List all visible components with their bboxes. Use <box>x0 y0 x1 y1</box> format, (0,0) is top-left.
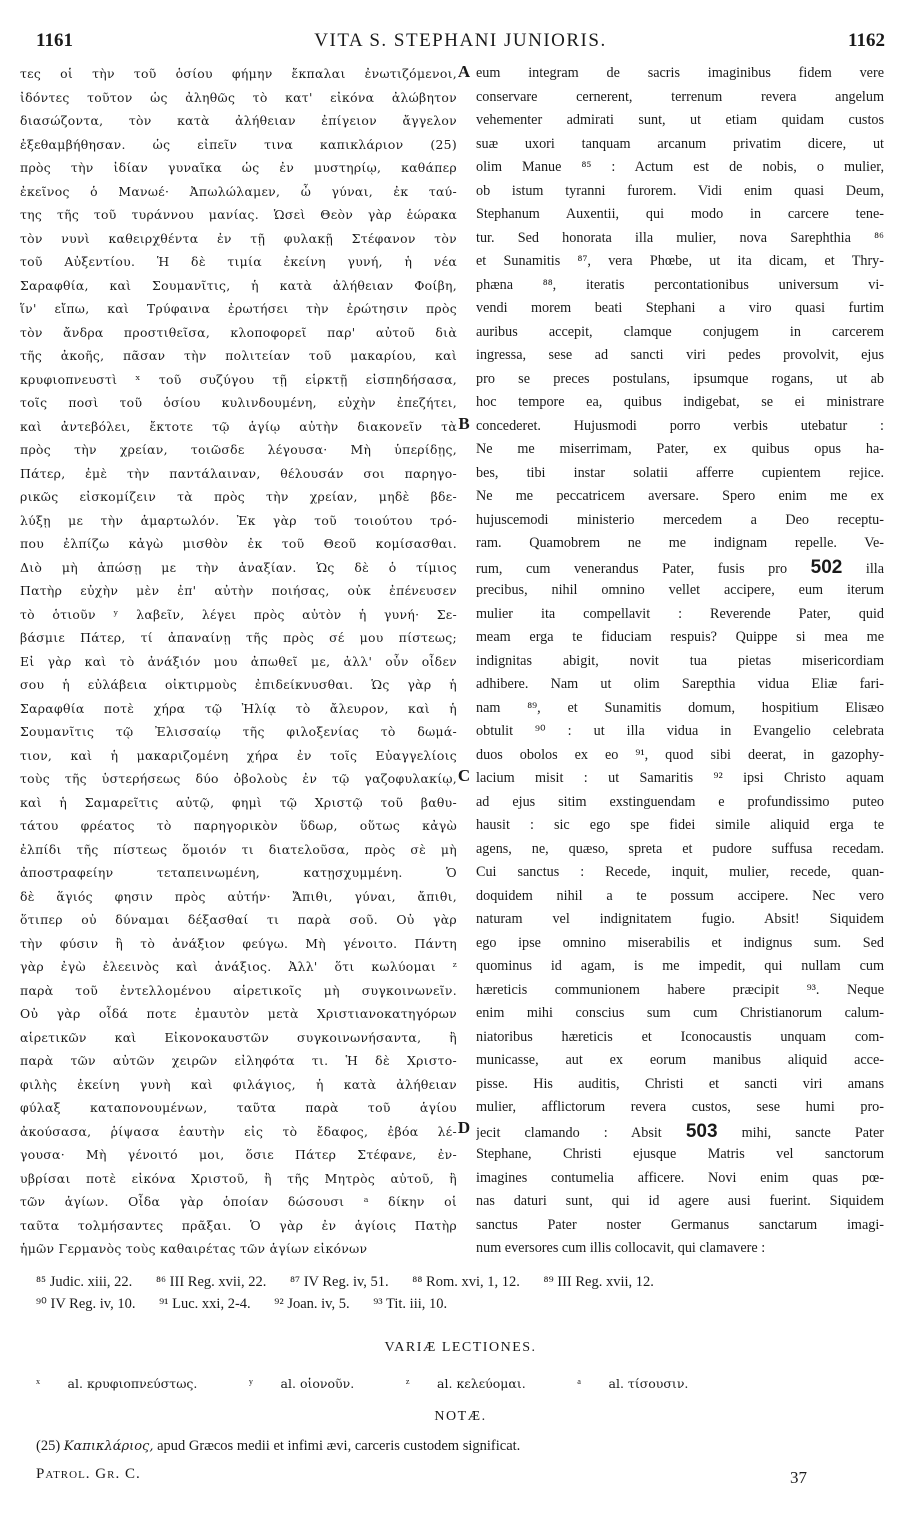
greek-line: παρὰ τῶν αὐτῶν χειρῶν εἰληφότα τι. Ἡ δὲ Χριστο- <box>20 1053 457 1068</box>
latin-line: Cui sanctus : Recede, inquit, mulier, recede, quan- <box>476 864 884 880</box>
latin-line: jecit clamando : Absit 503 mihi, sancte Pater <box>476 1120 884 1142</box>
latin-line: Stephane, Christi ejusque Matris vel sanctorum <box>476 1146 884 1162</box>
page-number-left: 1161 <box>36 30 73 51</box>
greek-line: Πατὴρ εὐχὴν μὲν ἐπ' αὐτὴν ποιήσας, οὐκ ἐπένευσεν <box>20 583 457 598</box>
latin-line: obtulit ⁹⁰ : ut illa vidua in Evangelio celebrata <box>476 723 884 739</box>
greek-line: ὅτιπερ οὐ δύναμαι δέξασθαί τι παρὰ σοῦ. Οὐ γὰρ <box>20 912 457 927</box>
latin-line: agens, ne, quæso, spreta et pudore suffusa recedam. <box>476 840 884 857</box>
latin-line: suæ uxori tanquam arcanum privatim dicere, ut <box>476 135 884 152</box>
latin-line: indignitas abigit, novit tua pietas misericordiam <box>476 652 884 669</box>
footnote: ⁸⁷ IV Reg. iv, 51. <box>289 1274 389 1290</box>
greek-line: τοὺς τῆς ὑστερήσεως δύο ὀβολοὺς ἐν τῷ γαζοφυλακίῳ, <box>20 771 457 786</box>
nota-25 <box>36 1438 896 1455</box>
latin-line: hujuscemodi ministerio mercedem a Deo receptu- <box>476 511 884 528</box>
greek-line: Διὸ μὴ ἀπώσῃ με τὴν ἀναξίαν. Ὡς δὲ ὁ τίμιος <box>20 559 457 575</box>
latin-line: municasse, aut ex eorum manibus aliquid acce- <box>476 1052 884 1068</box>
latin-line: hæreticis communionem habere præcipit ⁹³. Neque <box>476 981 884 998</box>
footnote: ⁸⁸ Rom. xvi, 1, 12. <box>412 1274 520 1290</box>
column-number: 502 <box>810 556 843 578</box>
greek-line: υβρίσαι ποτὲ εἰκόνα Χριστοῦ, ἢ τῆς Μητρὸς αὐτοῦ, ἢ <box>20 1170 457 1186</box>
footnote: ⁸⁵ Judic. xiii, 22. <box>36 1274 133 1290</box>
latin-line: eum integram de sacris imaginibus fidem vere <box>476 65 884 81</box>
running-title: VITA S. STEPHANI JUNIORIS. <box>314 30 607 51</box>
latin-line: Ne me miserrimam, Pater, ex quibus opus ha- <box>476 441 884 457</box>
latin-line: precibus, nihil omnino vellet accipere, eum iterum <box>476 582 884 598</box>
latin-line: sanctus Pater noster Germanus sanctarum imagi- <box>476 1216 884 1233</box>
latin-line: ingressa, sese ad sancti viri pedes provolvit, ejus <box>476 347 884 363</box>
latin-line: enim mihi conscius sum cum Christianorum calum- <box>476 1005 884 1021</box>
latin-line: mulier ita compellavit : Reverende Pater, quid <box>476 605 884 622</box>
greek-line: γουσα· Μὴ γένοιτό μοι, ὅσιε Πάτερ Στέφανε, ἐν- <box>20 1147 457 1162</box>
footnote: ⁹⁰ IV Reg. iv, 10. <box>36 1296 136 1312</box>
greek-line: τὸ ὁτιοῦν ʸ λαβεῖν, λέγει πρὸς αὐτὸν ἡ γυνή· Σε- <box>20 606 457 622</box>
greek-line: ἐλπίδι τῆς πίστεως ὅμοιόν τι διατελοῦσα, πρὸς σὲ μὴ <box>20 841 457 857</box>
greek-line: τὴν φύσιν ἢ τὸ ἀνάξιον φεύγω. Μὴ γένοιτο. Πάντη <box>20 935 457 951</box>
variae-lectiones-heading: VARIÆ LECTIONES. <box>384 1340 537 1355</box>
column-number: 503 <box>685 1120 718 1142</box>
greek-line: πρὸς τὴν χρείαν, τοιῶσδε λέγουσα· Μὴ ὑπερίδῃς, <box>20 442 457 457</box>
latin-line: doquidem nihil a te possum accipere. Nec vero <box>476 887 884 904</box>
latin-line: ram. Quamobrem ne me indignam repelle. Ve- <box>476 535 884 551</box>
latin-line: adhibere. Nam ut olim Sarepthia vidua Eliæ fari- <box>476 676 884 692</box>
latin-line: Stephanum Auxentii, qui modo in carcere tene- <box>476 206 884 222</box>
footnote: ⁸⁶ III Reg. xvii, 22. <box>155 1274 267 1290</box>
latin-line: concederet. Hujusmodi porro verbis utebatur : <box>476 417 884 434</box>
greek-line: ἀποστραφείην τεταπεινωμένη, κατῃσχυμμένη. Ὁ <box>20 865 457 880</box>
greek-line: παρὰ τοῦ ἐντελλομένου αἱρετικοῖς μὴ συγκοινωνεῖν. <box>20 982 457 998</box>
variant-reading: ʸ al. οἱονοῦν. <box>248 1376 355 1392</box>
latin-line: naturam vel indignitatem fugio. Absit! Siquidem <box>476 911 884 927</box>
greek-line: ἰδόντες τοῦτον ὡς ἀληθῶς τὸ κατ' εἰκόνα ἀλώβητον <box>20 89 457 105</box>
greek-line: λύξῃ με τὴν ἁμαρτωλόν. Ἐκ γὰρ τοῦ τοιούτου τρό- <box>20 512 457 528</box>
latin-line: niatoribus hæreticis et Iconocaustis unquam com- <box>476 1028 884 1045</box>
latin-line: ego ipse omnino miserabilis et indignus sum. Sed <box>476 934 884 951</box>
variant-reading: ᵃ al. τίσουσιν. <box>577 1376 689 1392</box>
variae-lectiones <box>36 1376 896 1393</box>
nota-number: (25) <box>36 1438 61 1454</box>
greek-line: Πάτερ, ἐμὲ τὴν παντάλαιναν, θέλουσάν σοι παρηγο- <box>20 465 457 481</box>
greek-line: τῶν ἁγίων. Οἶδα γὰρ ὁποίαν δώσουσι ᵃ δίκην οἱ <box>20 1194 457 1209</box>
latin-line: ad ejus sitim exstinguendam e profundissimo puteo <box>476 793 884 810</box>
latin-line: pisse. His auditis, Christi et sancti viri amans <box>476 1075 884 1092</box>
greek-line: τὸν ἄνδρα προστιθεῖσα, κλοποφορεῖ παρ' αὐτοῦ διὰ <box>20 324 457 340</box>
footnote: ⁹² Joan. iv, 5. <box>274 1296 350 1312</box>
greek-line: φιλὴς ἐκείνη γυνὴ καὶ φιλάγιος, ἡ κατὰ ἀλήθειαν <box>20 1076 457 1092</box>
greek-line: της τῆς τοῦ τυράννου μανίας. Ὡσεὶ Θεὸν γὰρ ἑώρακα <box>20 207 457 222</box>
greek-line: τοῦ Αὐξεντίου. Ἡ δὲ τιμία ἐκείνη γυνή, ἡ νέα <box>20 254 457 269</box>
notae-heading: NOTÆ. <box>434 1409 487 1424</box>
greek-line: διασώζοντα, τὸν κατὰ ἀλήθειαν ἐπίγειον ἄγγελον <box>20 113 457 128</box>
latin-column <box>476 62 884 1261</box>
greek-line: τοῖς ποσὶ τοῦ ὁσίου κυλινδουμένη, εὐχὴν ἐπεζήτει, <box>20 395 457 410</box>
footer-signature: 37 <box>790 1468 807 1487</box>
latin-line: olim Manue ⁸⁵ : Actum est de nobis, o mulier, <box>476 159 884 175</box>
greek-line: τὸν νυνὶ καθειρχθέντα ἐν τῇ φυλακῇ Στέφανον τὸν <box>20 230 457 246</box>
latin-line: hausit : sic ego spe fidei simile aliquid erga te <box>476 817 884 833</box>
footnote: ⁹³ Tit. iii, 10. <box>373 1296 448 1312</box>
latin-line: quominus id agam, is me impedit, qui nullam cum <box>476 958 884 974</box>
latin-line: meam erga te fiduciam respuis? Quippe si mea me <box>476 629 884 645</box>
latin-line: tur. Sed honorata illa mulier, nova Sarephthia ⁸⁶ <box>476 229 884 246</box>
latin-line: num eversores cum illis collocavit, qui clamavere : <box>476 1240 766 1256</box>
latin-line: nam ⁸⁹, et Sunamitis domum, hospitium Elisæo <box>476 699 884 716</box>
greek-line: Σουμανῖτις τῷ Ἐλισσαίῳ τῆς φιλοξενίας τὸ δωμά- <box>20 724 457 739</box>
greek-line: τάτου φρέατος τὸ παρηγορικὸν ὕδωρ, οὕτως κἀγὼ <box>20 818 457 833</box>
latin-line: lacium misit : ut Samaritis ⁹² ipsi Christo aquam <box>476 770 884 786</box>
latin-line: ob istum tyranni furorem. Vidi enim quasi Deum, <box>476 182 884 199</box>
greek-line: ρικῶς εἰσκομίζειν τὰ πρὸς τὴν χρείαν, μηδὲ βδε- <box>20 489 457 504</box>
greek-line: τιον, καὶ ἡ μακαριζομένη χήρα ἐν τοῖς Εὐαγγελίοις <box>20 747 457 763</box>
latin-line: vehementer admirati sunt, ut etiam quidam custos <box>476 112 884 128</box>
margin-letter-d: D <box>457 1118 471 1137</box>
latin-line: et Sunamitis ⁸⁷, vera Phœbe, ut ita dicam, et Thry- <box>476 253 884 269</box>
latin-line: auribus accepit, clamque conjugem in carcerem <box>476 323 884 340</box>
greek-line: ταῦτα τολμήσαντες πρᾶξαι. Ὁ γὰρ ἐν ἁγίοις Πατὴρ <box>20 1217 457 1233</box>
page-number-right: 1162 <box>848 30 885 51</box>
greek-line: αἱρετικῶν καὶ Εἰκονοκαυστῶν συγκοινωνήσαντα, ἢ <box>20 1029 457 1045</box>
greek-line: πρὸς τὴν ἰδίαν γυναῖκα ὡς ἐν μυστηρίῳ, καθάπερ <box>20 160 457 175</box>
greek-line: γὰρ ἐγὼ ἐλεεινὸς καὶ ἀνάξιος. Ἀλλ' ὅτι κωλύομαι ᶻ <box>20 959 457 974</box>
variant-reading: ˣ al. κρυφιοπνεύστως. <box>36 1376 198 1392</box>
latin-line: hoc tempore ea, quibus indigebat, se ei ministrare <box>476 394 884 410</box>
greek-line: ἐκεῖνος ὁ Μανωέ· Ἀπωλώλαμεν, ὦ γύναι, ἐκ ταύ- <box>20 183 457 199</box>
running-head <box>36 30 885 54</box>
greek-column <box>20 62 457 1261</box>
greek-line: καὶ ἡ Σαμαρεῖτις αὐτῷ, φημὶ τῷ Χριστῷ τοῦ βαθυ- <box>20 794 457 810</box>
latin-line: imagines contumelia afficere. Novi enim quas pœ- <box>476 1169 884 1186</box>
nota-term: Καπικλάριος, <box>63 1439 154 1454</box>
margin-letter-a: A <box>457 62 471 81</box>
footnote: ⁹¹ Luc. xxi, 2-4. <box>159 1296 251 1312</box>
margin-letter-c: C <box>457 766 471 785</box>
greek-line: κρυφιοπνευστὶ ˣ τοῦ συζύγου τῇ εἱρκτῇ εἰσπηδήσασα, <box>20 371 457 387</box>
greek-line: Οὐ γὰρ οἶδά ποτε ἐμαυτὸν μετὰ Χριστιανοκατηγόρων <box>20 1006 457 1021</box>
latin-line: phæna ⁸⁸, iteratis percontationibus universum vi- <box>476 276 884 293</box>
greek-line: Εἰ γὰρ καὶ τὸ ἀνάξιόν μου ἀπωθεῖ με, ἀλλ' οὖν οἶδεν <box>20 653 457 669</box>
latin-line: vendi morem beati Stephani a viro quasi furtim <box>476 300 884 316</box>
margin-letter-b: B <box>458 414 470 433</box>
footnotes-row-1 <box>36 1274 896 1291</box>
greek-line: καὶ ἀντεβόλει, ἔκτοτε τῷ ἁγίῳ αὐτὴν διακονεῖν τὰ <box>20 418 457 434</box>
latin-line: rum, cum venerandus Pater, fusis pro 502 illa <box>476 556 884 578</box>
greek-line: Σαραφθία, καὶ Σουμανῖτις, ἡ κατὰ ἀλήθειαν Φοίβη, <box>20 277 457 293</box>
greek-line: σου ἡ εὐλάβεια οἰκτιρμοὺς ἐπιδείκνυσθαι. Ὡς γὰρ ἡ <box>20 677 457 692</box>
footnote: ⁸⁹ III Reg. xvii, 12. <box>543 1274 654 1290</box>
greek-line: που ἐλπίζω κἀγὼ μισθὸν ἐκ τοῦ Θεοῦ κομίσασθαι. <box>20 536 457 551</box>
greek-line: ἐξεθαμβήθησαν. ὡς εἰπεῖν τινα καπικλάριον (25) <box>20 136 457 152</box>
footnotes-row-2 <box>36 1296 896 1313</box>
latin-line: nas daturi sunt, qui id agere ausi fuerint. Siquidem <box>476 1193 884 1209</box>
nota-text: apud Græcos medii et infimi ævi, carceris custodem significat. <box>157 1438 521 1454</box>
greek-line: ἵν' εἴπω, καὶ Τρύφαινα ἐρωτήσει τὴν ἐρώτησιν πρὸς <box>20 301 457 316</box>
latin-line: duos obolos ex eo ⁹¹, quod sibi deerat, in gazophy- <box>476 746 884 763</box>
variant-reading: ᶻ al. κελεύομαι. <box>405 1376 526 1392</box>
greek-line: Σαραφθία ποτὲ χήρα τῷ Ἠλίᾳ τὸ ἄλευρον, καὶ ἡ <box>20 700 457 716</box>
greek-line: δὲ ἅγιός φησιν πρὸς αὐτήν· Ἄπιθι, γύναι, ἄπιθι, <box>20 888 457 904</box>
greek-line: φύλαξ καταπονουμένων, ταῦτα παρὰ τοῦ ἁγίου <box>20 1100 457 1115</box>
greek-line: ἀκούσασα, ῥίψασα ἑαυτὴν εἰς τὸ ἔδαφος, ἐβόα λέ- <box>20 1123 457 1139</box>
latin-line: Ne me peccatricem aversare. Spero enim me ex <box>476 488 884 504</box>
latin-line: mulier, afflictorum revera custos, sese humi pro- <box>476 1099 884 1115</box>
greek-line: ἡμῶν Γερμανὸς τοὺς καθαιρέτας τῶν ἁγίων εἰκόνων <box>20 1241 368 1256</box>
greek-line: τες οἱ τὴν τοῦ ὁσίου φήμην ἔκπαλαι ἐνωτιζόμενοι, <box>20 66 457 81</box>
latin-line: conservare cernerent, terrenum revera angelum <box>476 88 884 105</box>
latin-line: bes, tibi instar solatii afferre cupientem rejice. <box>476 464 884 481</box>
latin-line: pro se preces postulans, ipsumque rogans, ut ab <box>476 370 884 387</box>
footer-series: Patrol. Gr. C. <box>36 1466 141 1482</box>
greek-line: βάσμιε Πάτερ, τί ἀπαναίνῃ τῆς πρὸς σέ μου πίστεως; <box>20 630 457 645</box>
greek-line: τῆς ἀκοῆς, πᾶσαν τὴν πολιτείαν τοῦ μακαρίου, καὶ <box>20 348 457 363</box>
